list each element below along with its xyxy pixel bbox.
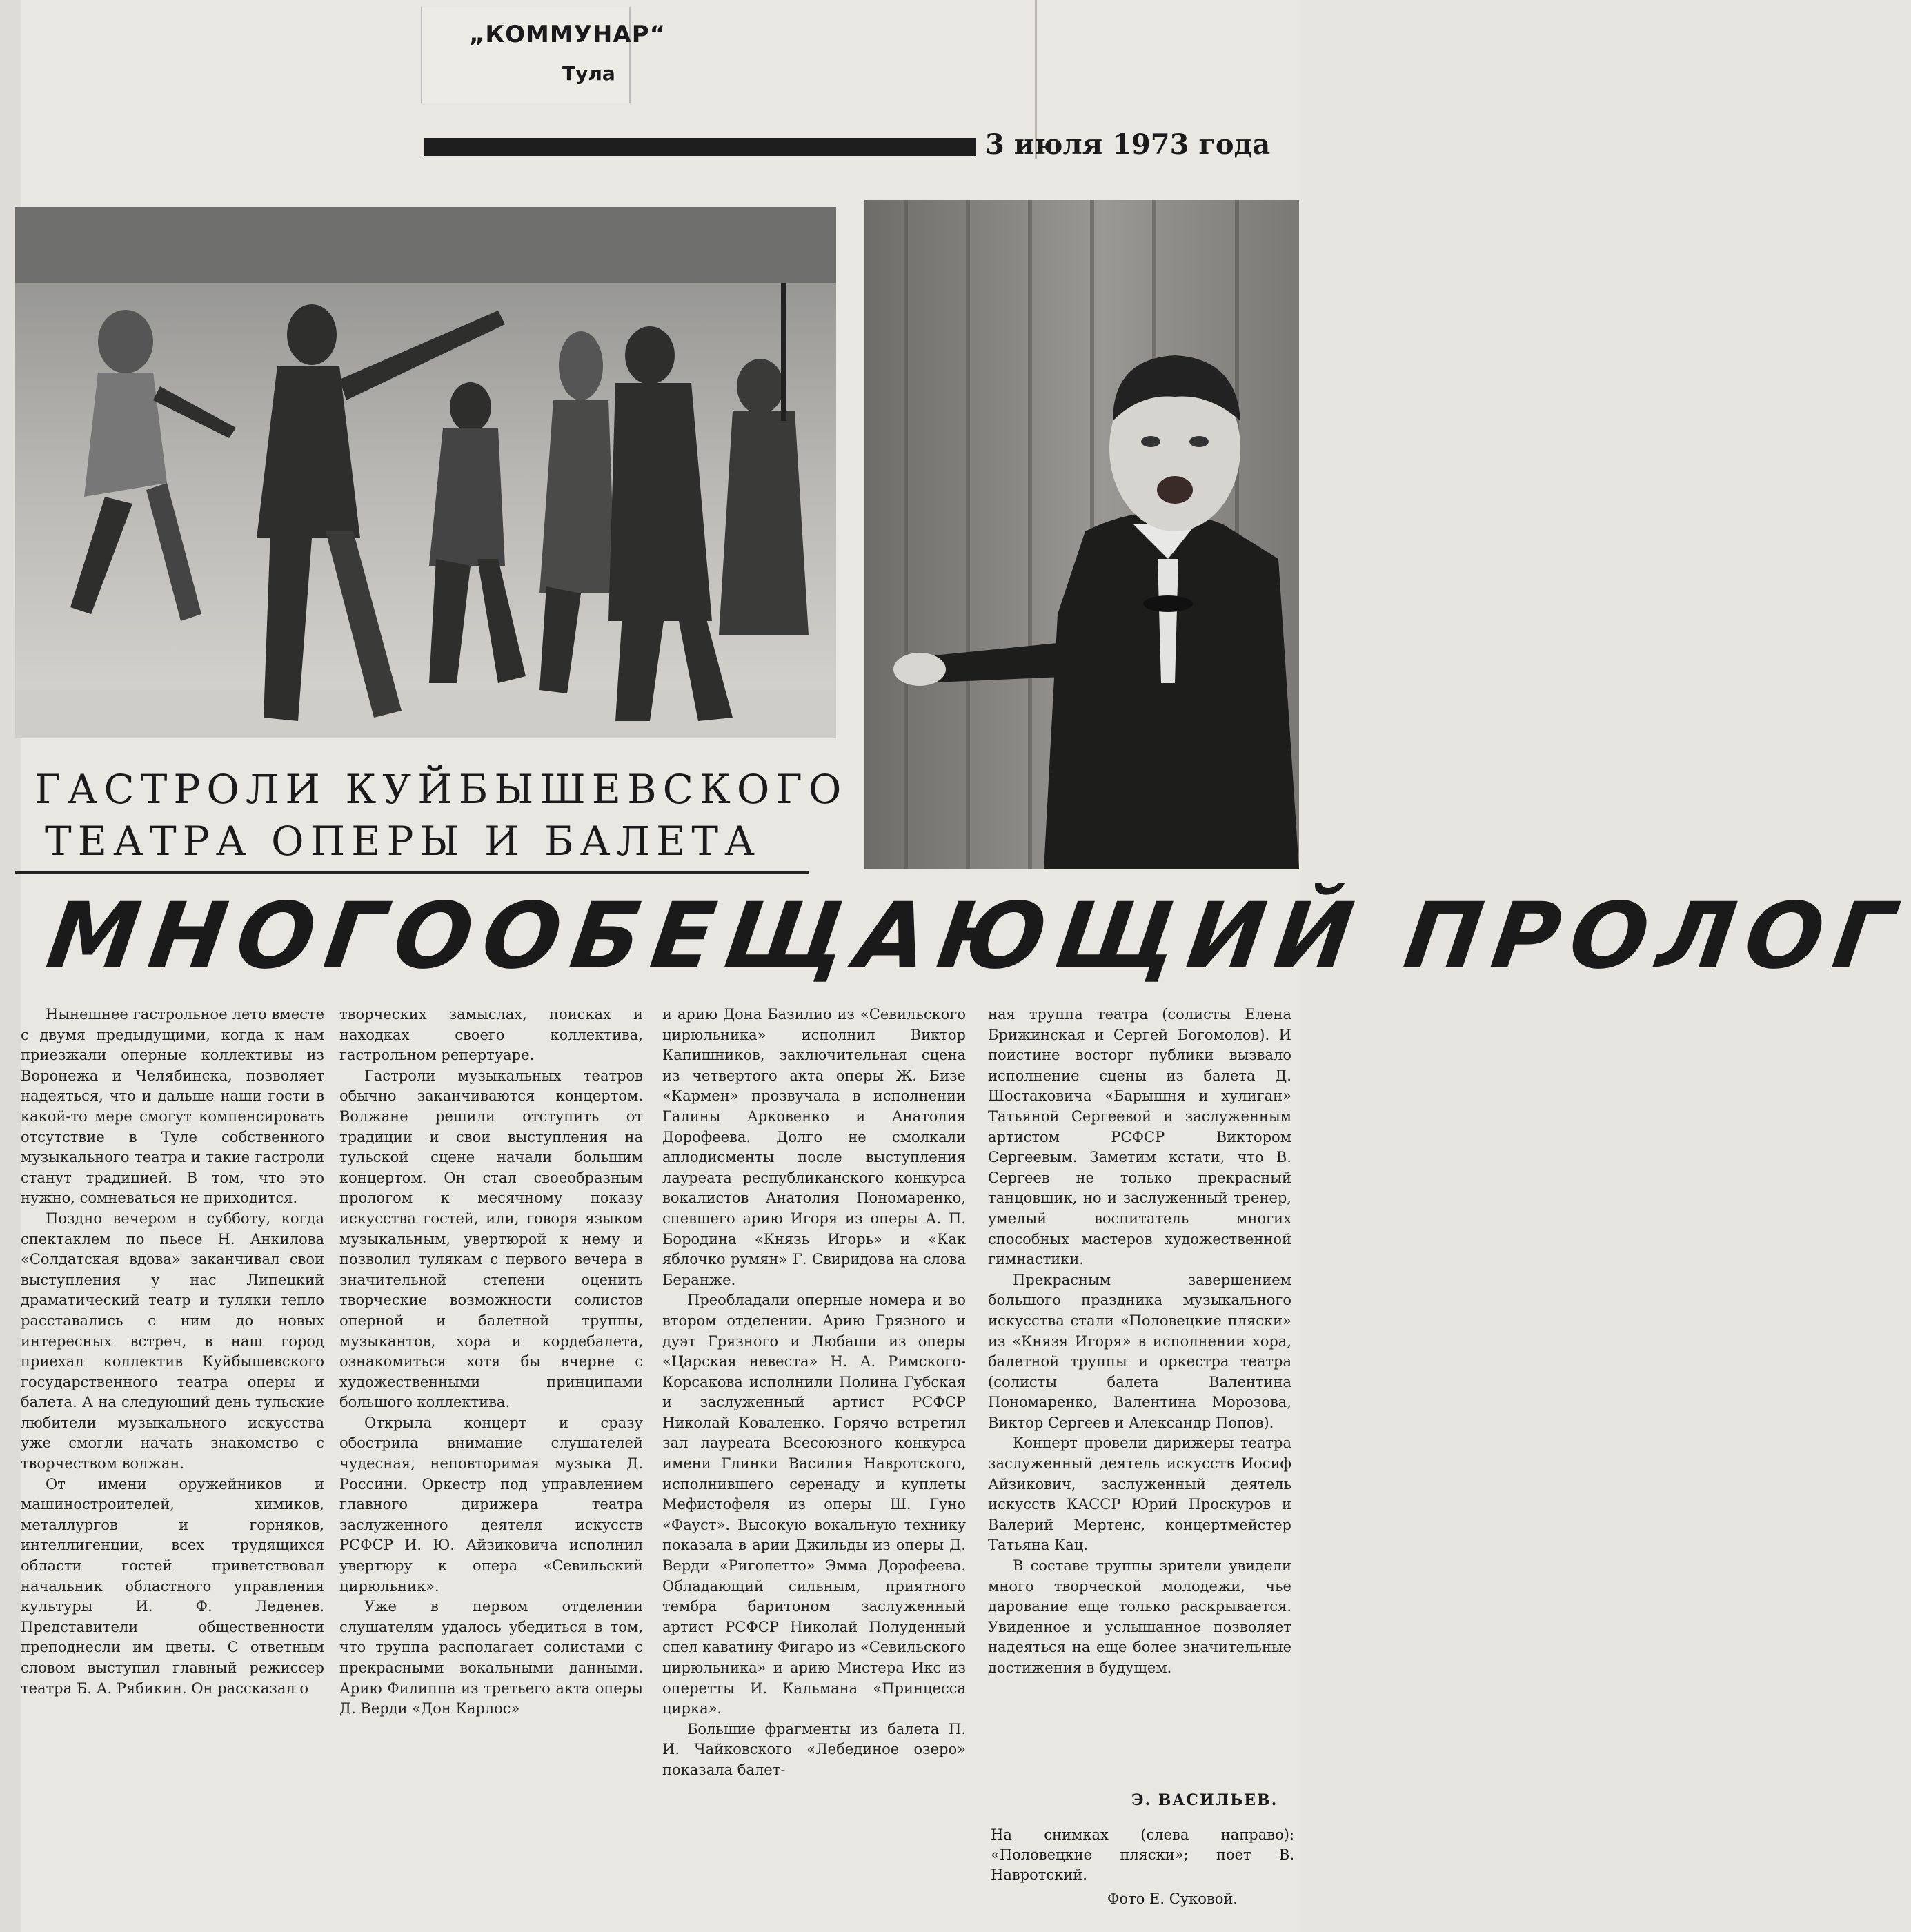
article-headline: МНОГООБЕЩАЮЩИЙ ПРОЛОГ [41,883,1911,989]
photo-credit: Фото Е. Суковой. [1107,1891,1238,1907]
newspaper-name: „КОММУНАР“ [469,21,666,48]
author-signature: Э. ВАСИЛЬЕВ. [1131,1791,1278,1809]
paragraph: В составе труппы зрители увидели много творческой молодежи, чье дарование еще только раскрывается. Увиденное и услышанное позволяет надеяться на еще более значительные достижения в будущем. [988,1557,1291,1676]
paragraph: От имени оружейников и машиностроителей, химиков, металлургов и горняков, интеллигенции, всех трудящихся области гостей приветствовал начальник областного управления культуры И. Ф. Леденев. Представители общественности преподнесли им цветы. С ответным словом выступил главный режиссер театра Б. А. Рябикин. Он рассказал о [21,1475,324,1697]
issue-date: 3 июля 1973 года [985,128,1271,161]
photo-caption: На снимках (слева направо): «Половецкие пляски»; поет В. Навротский. [991,1826,1294,1883]
photo-singer [864,200,1299,869]
paragraph: Гастроли музыкальных театров обычно заканчиваются концертом. Волжане решили отступить от традиции и свои выступления на тульской сцене начали большим концертом. Он стал своеобразным прологом к месячному показу искусства гостей, или, говоря языком музыкальным, увертюрой к нему и позволил тулякам с первого вечера в значительной степени оценить творческие возможности солистов оперной и балетной труппы, музыкантов, хора и кордебалета, ознакомиться хотя бы вчерне с художественными принципами большого коллектива. [339,1067,643,1411]
city-name: Тула [562,62,615,85]
paragraph: и арию Дона Базилио из «Севильского цирюльника» исполнил Виктор Капишников, заключительная сцена из четвертого акта оперы Ж. Бизе «Кармен» прозвучала в исполнении Галины Арковенко и Анатолия Дорофеева. Долго не смолкали аплодисменты после выступления лауреата республиканского конкурса вокалистов Анатолия Пономаренко, спевшего арию Игоря из оперы А. П. Бородина «Князь Игорь» и «Как яблочко румян» Г. Свиридова на слова Беранже. [662,1006,966,1288]
paragraph: Преобладали оперные номера и во втором отделении. Арию Грязного и дуэт Грязного и Любаши из оперы «Царская невеста» Н. А. Римского-Корсакова исполнили Полина Губская и заслуженный артист РСФСР Николай Коваленко. Горячо встретил зал лауреата Всесоюзного конкурса имени Глинки Василия Навротского, исполнившего серенаду и куплеты Мефистофеля из оперы Ш. Гуно «Фауст». Высокую вокальную технику показала в арии Джильды из оперы Д. Верди «Риголетто» Эмма Дорофеева. Обладающий сильным, приятного тембра баритоном заслуженный артист РСФСР Николай Полуденный спел каватину Фигаро из «Севильского цирюльника» и арию Мистера Икс из оперетты И. Кальмана «Принцесса цирка». [662,1292,966,1717]
article-subtitle-line1: ГАСТРОЛИ КУЙБЫШЕВСКОГО [34,766,848,813]
paragraph: творческих замыслах, поисках и находках своего коллектива, гастрольном репертуаре. [339,1006,643,1064]
article-column-2 [339,1005,643,1719]
article-subtitle-line2: ТЕАТРА ОПЕРЫ И БАЛЕТА [45,818,761,865]
article-column-4 [988,1005,1291,1679]
article-column-3 [662,1005,966,1781]
paragraph: ная труппа театра (солисты Елена Брижинская и Сергей Богомолов). И поистине восторг публики вызвало исполнение сцены из балета Д. Шостаковича «Барышня и хулиган» Татьяной Сергеевой и заслуженным артистом РСФСР Виктором Сергеевым. Заметим кстати, что В. Сергеев не только прекрасный танцовщик, но и заслуженный тренер, умелый воспитатель многих способных мастеров художественной гимнастики. [988,1006,1291,1268]
paragraph: Уже в первом отделении слушателям удалось убедиться в том, что труппа располагает солистами с прекрасными вокальными данными. Арию Филиппа из третьего акта оперы Д. Верди «Дон Карлос» [339,1598,643,1717]
date-rule [424,138,976,156]
subtitle-rule [15,871,809,874]
paragraph: Большие фрагменты из балета П. И. Чайковского «Лебединое озеро» показала балет- [662,1720,966,1778]
paragraph: Прекрасным завершением большого праздника музыкального искусства стали «Половецкие пляски» из «Князя Игоря» в исполнении хора, балетной труппы и оркестра театра (солисты балета Валентина Пономаренко, Валентина Морозова, Виктор Сергеев и Александр Попов). [988,1271,1291,1431]
paragraph: Поздно вечером в субботу, когда спектаклем по пьесе Н. Анкилова «Солдатская вдова» заканчивал свои выступления у нас Липецкий драматический театр и туляки тепло расставались с ним до новых интересных встреч, в наш город приехал коллектив Куйбышевского государственного театра оперы и балета. А на следующий день тульские любители музыкального искусства уже смогли начать знакомство с творчеством волжан. [21,1210,324,1472]
paragraph: Нынешнее гастрольное лето вместе с двумя предыдущими, когда к нам приезжали оперные коллективы из Воронежа и Челябинска, позволяет надеяться, что и дальше наши гости в какой-то мере смогут компенсировать отсутствие в Туле собственного музыкального театра и такие гастроли станут традицией. В том, что это нужно, сомневаться не приходится. [21,1006,324,1207]
paragraph: Концерт провели дирижеры театра заслуженный деятель искусств Иосиф Айзикович, заслуженный деятель искусств КАССР Юрий Проскуров и Валерий Мертенс, концертмейстер Татьяна Кац. [988,1435,1291,1554]
article-column-1 [21,1005,324,1699]
photo-polovtsian-dances [15,207,836,738]
paragraph: Открыла концерт и сразу обострила внимание слушателей чудесная, неповторимая музыка Д. Россини. Оркестр под управлением главного дирижера театра заслуженного деятеля искусств РСФСР И. Ю. Айзиковича исполнил увертюру к опера «Севильский цирюльник». [339,1414,643,1595]
